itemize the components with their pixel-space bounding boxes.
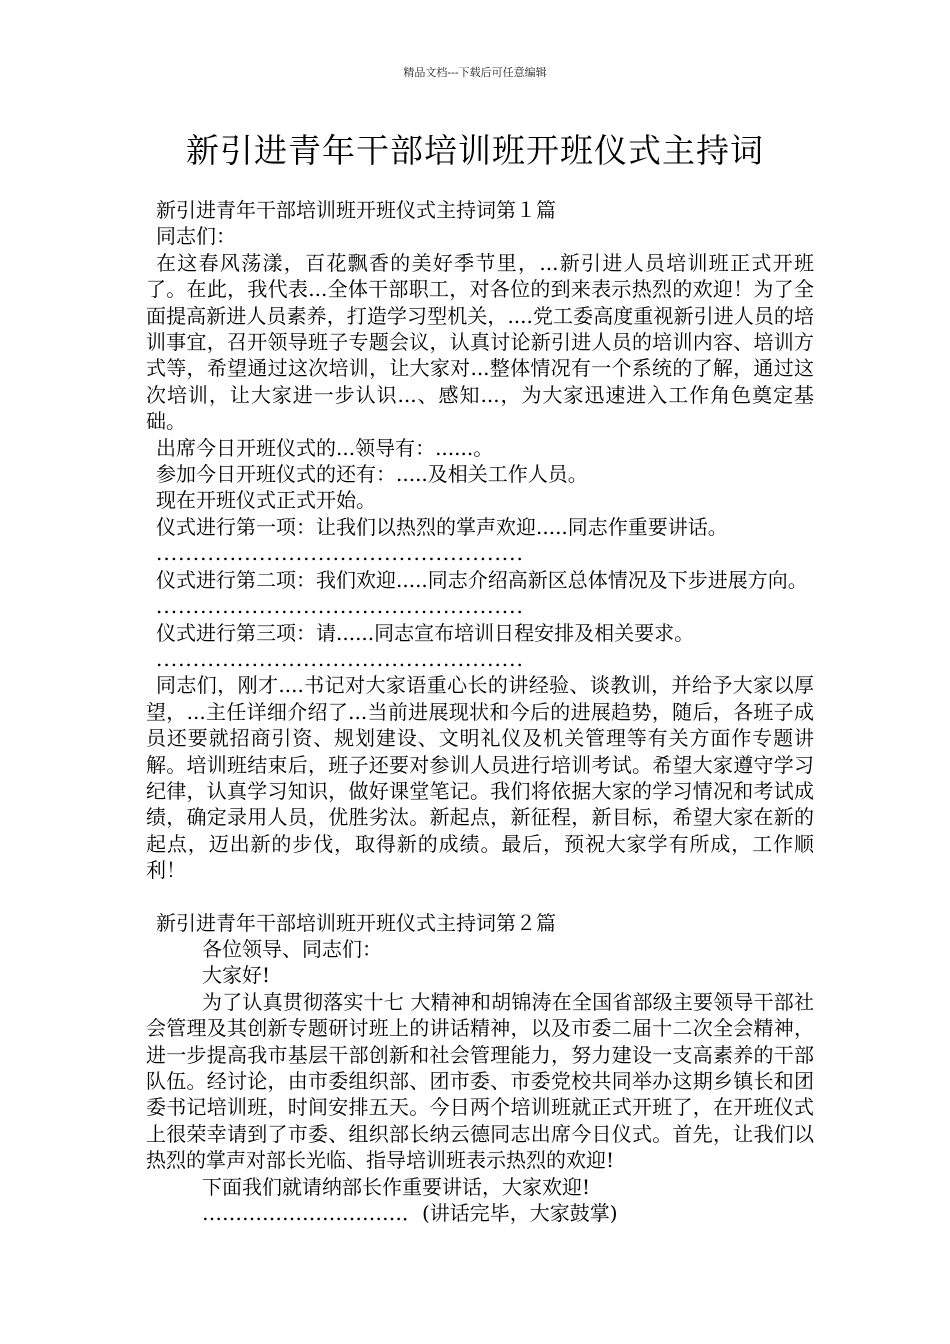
document-body <box>146 197 814 1226</box>
section2-paragraph-1: 为了认真贯彻落实十七 大精神和胡锦涛在全国省部级主要领导干部社会管理及其创新专题研讨班上的讲话精神，以及市委二届十二次全会精神，进一步提高我市基层干部创新和社会管理能力，努力建设一支高素养的干部队伍。经讨论，由市委组织部、团市委、市委党校共同举办这期乡镇长和团委书记培训班，时间安排五天。今日两个培训班就正式开班了，在开班仪式上很荣幸请到了市委、组织部长纳云德同志出席今日仪式。首先，让我们以热烈的掌声对部长光临、指导培训班表示热烈的欢迎! <box>146 989 814 1173</box>
section1-paragraph-8: 同志们，刚才....书记对大家语重心长的讲经验、谈教训，并给予大家以厚望，...主任详细介绍了...当前进展现状和今后的进展趋势，随后，各班子成员还要就招商引资、规划建设、文明礼仪及机关管理等有关方面作专题讲解。培训班结束后，班子还要对参训人员进行培训考试。希望大家遵守学习纪律，认真学习知识，做好课堂笔记。我们将依据大家的学习情况和考试成绩，确定录用人员，优胜劣汰。新起点，新征程，新目标，希望大家在新的起点，迈出新的步伐，取得新的成绩。最后，预祝大家学有所成，工作顺利！ <box>146 673 814 883</box>
section1-heading: 新引进青年干部培训班开班仪式主持词第１篇 <box>156 198 556 222</box>
section1-paragraph-2: 出席今日开班仪式的...领导有：......。 <box>156 435 494 460</box>
section1-paragraph-5: 仪式进行第一项：让我们以热烈的掌声欢迎.....同志作重要讲话。 <box>156 514 728 539</box>
section2-paragraph-3: …………………………．(讲话完毕，大家鼓掌) <box>202 1201 618 1226</box>
section2-paragraph-2: 下面我们就请纳部长作重要讲话，大家欢迎! <box>202 1174 591 1199</box>
section1-paragraph-3: 参加今日开班仪式的还有：.....及相关工作人员。 <box>156 462 588 487</box>
section1-paragraph-1: 在这春风荡漾，百花飘香的美好季节里，...新引进人员培训班正式开班了。在此，我代表...全体干部职工，对各位的到来表示热烈的欢迎！为了全面提高新进人员素养，打造学习型机关，....党工委高度重视新引进人员的培训事宜，召开领导班子专题会议，认真讨论新引进人员的培训内容、培训方式等，希望通过这次培训，让大家对...整体情况有一个系统的了解，通过这次培训，让大家进一步认识...、感知...，为大家迅速进入工作角色奠定基础。 <box>146 250 814 434</box>
section1-paragraph-4: 现在开班仪式正式开始。 <box>156 488 376 513</box>
page-header-note: 精品文档---下载后可任意编辑 <box>403 66 547 79</box>
section1-greeting: 同志们： <box>156 224 236 249</box>
section1-dots-1: .................................................. <box>156 541 524 566</box>
section1-paragraph-7: 仪式进行第三项：请......同志宣布培训日程安排及相关要求。 <box>156 620 695 645</box>
document-title: 新引进青年干部培训班开班仪式主持词 <box>186 131 764 170</box>
section2-hello: 大家好! <box>202 963 271 988</box>
section1-dots-3: .................................................. <box>156 646 524 671</box>
section2-heading: 新引进青年干部培训班开班仪式主持词第２篇 <box>156 910 556 935</box>
section1-paragraph-6: 仪式进行第二项：我们欢迎.....同志介绍高新区总体情况及下步进展方向。 <box>156 567 808 592</box>
section1-dots-2: .................................................. <box>156 594 524 619</box>
section2-greeting: 各位领导、同志们： <box>202 936 382 961</box>
section-spacer <box>146 884 814 910</box>
